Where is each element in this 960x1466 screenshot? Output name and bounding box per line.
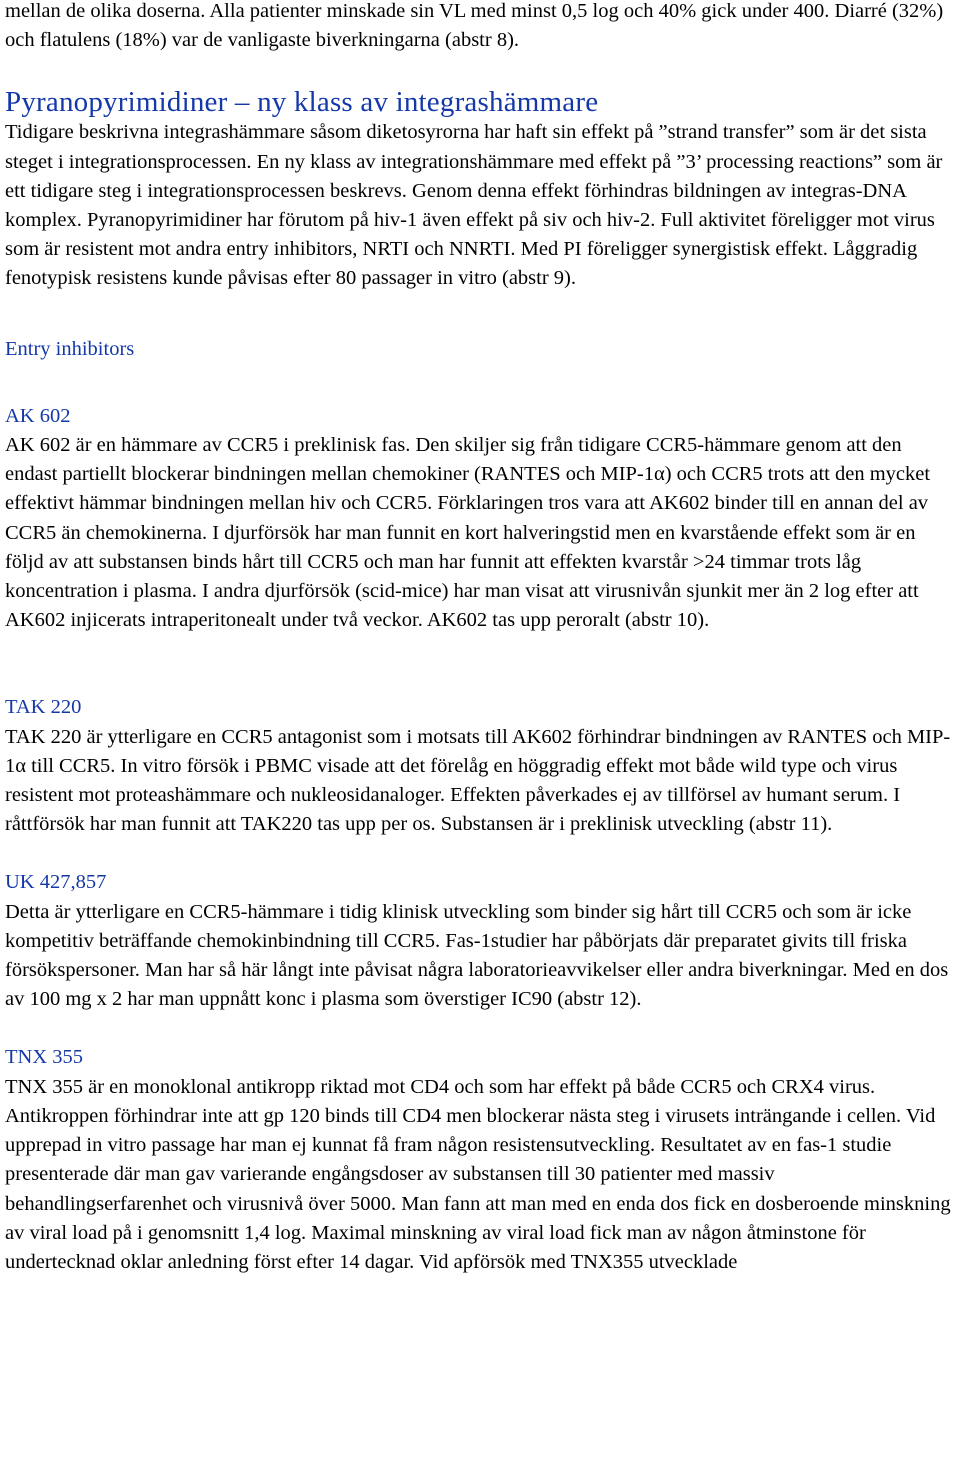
tak220-heading: TAK 220: [5, 696, 82, 719]
pyranopyrimidiner-paragraph: Tidigare beskrivna integrashämmare såsom diketosyrorna har haft sin effekt på ”strand transfer” som är det sista steget i integrationsprocessen. En ny klass av integrationshämmare med effekt på ”3’ processing reactions” som är ett tidigare steg i integrationsprocessen beskrevs. Genom denna effekt förhindras bildningen av integras-DNA komplex. Pyranopyrimidiner har förutom på hiv-1 även effekt på siv och hiv-2. Full aktivitet föreligger mot virus som är resistent mot andra entry inhibitors, NRTI och NNRTI. Med PI föreligger synergistisk effekt. Låggradig fenotypisk resistens kunde påvisas efter 80 passager in vitro (abstr 9).: [5, 121, 943, 290]
intro-paragraph: mellan de olika doserna. Alla patienter minskade sin VL med minst 0,5 log och 40% gick under 400. Diarré (32%) och flatulens (18%) var de vanligaste biverkningarna (abstr 8).: [5, 0, 944, 52]
tak220-paragraph: TAK 220 är ytterligare en CCR5 antagonist som i motsats till AK602 förhindrar bindningen av RANTES och MIP-1α till CCR5. In vitro försök i PBMC visade att det förelåg en höggradig effekt mot både wild type och virus resistent mot proteashämmare och nukleosidanaloger. Effekten påverkades ej av tillförsel av humant serum. I råttförsök har man funnit att TAK220 tas upp per os. Substansen är i preklinisk utveckling (abstr 11).: [5, 725, 951, 836]
uk427857-heading: UK 427,857: [5, 871, 107, 894]
tnx355-paragraph: TNX 355 är en monoklonal antikropp riktad mot CD4 och som har effekt på både CCR5 och CRX4 virus. Antikroppen förhindrar inte att gp 120 binds till CD4 men blockerar nästa steg i virusets inträngande i cellen. Vid upprepad in vitro passage har man ej kunnat få fram någon resistensutveckling. Resultatet av en fas-1 studie presenterade där man gav varierande engångsdoser av substansen till 30 patienter med massiv behandlingserfarenhet och virusnivå över 5000. Man fann att man med en enda dos fick en dosberoende minskning av viral load på i genomsnitt 1,4 log. Maximal minskning av viral load fick man av någon åtminstone för undertecknad oklar anledning först efter 14 dagar. Vid apförsök med TNX355 utvecklade: [5, 1075, 951, 1273]
pyranopyrimidiner-heading: Pyranopyrimidiner – ny klass av integrashämmare: [5, 86, 599, 119]
ak602-paragraph: AK 602 är en hämmare av CCR5 i preklinisk fas. Den skiljer sig från tidigare CCR5-hämmare genom att den endast partiellt blockerar bindningen mellan chemokiner (RANTES och MIP-1α) och CCR5 trots att den mycket effektivt hämmar bindningen mellan hiv och CCR5. Förklaringen tros vara att AK602 binder till en annan del av CCR5 än chemokinerna. I djurförsök har man funnit en kort halveringstid men en kvarstående effekt som är en följd av att substansen binds hårt till CCR5 och man har funnit att effekten kvarstår >24 timmar trots låg koncentration i plasma. I andra djurförsök (scid-mice) har man visat att virusnivån sjunkit mer än 2 log efter att AK602 injicerats intraperitonealt under två veckor. AK602 tas upp peroralt (abstr 10).: [5, 434, 931, 632]
uk427857-paragraph: Detta är ytterligare en CCR5-hämmare i tidig klinisk utveckling som binder sig hårt till CCR5 och som är icke kompetitiv beträffande chemokinbindning till CCR5. Fas-1studier har påbörjats där preparatet givits till friska försökspersoner. Man har så här långt inte påvisat några laboratorieavvikelser eller andra biverkningar. Med en dos av 100 mg x 2 har man uppnått konc i plasma som överstiger IC90 (abstr 12).: [5, 900, 949, 1011]
document-page: [5, 0, 955, 1277]
entry-inhibitors-heading: Entry inhibitors: [5, 337, 135, 360]
tnx355-heading: TNX 355: [5, 1046, 84, 1069]
ak602-heading: AK 602: [5, 404, 71, 427]
